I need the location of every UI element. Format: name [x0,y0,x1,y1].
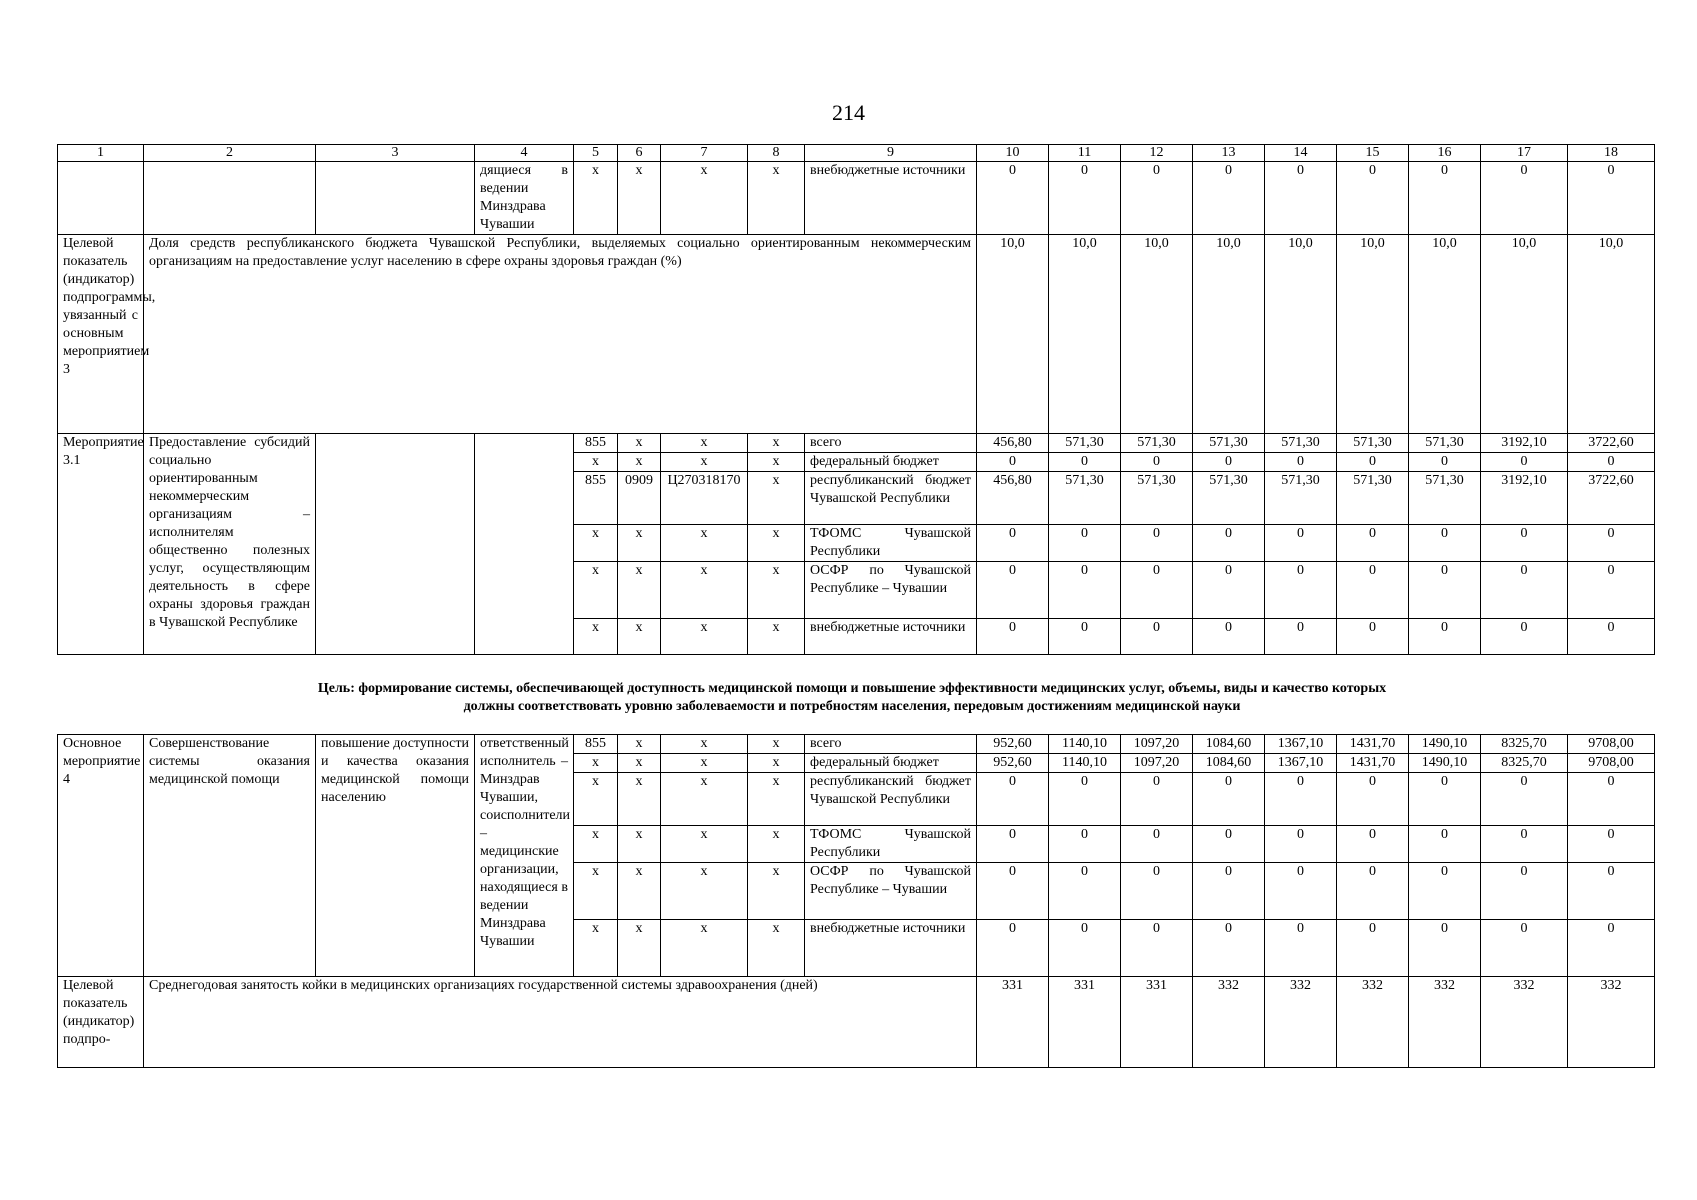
value-cell: 0 [1481,162,1568,235]
goal-line-1: Цель: формирование системы, обеспечивающей доступность медицинской помощи и повышение эффективности медицинских услуг, объемы, виды и качество которых [317,681,1387,696]
code-cell: x [748,826,805,863]
value-cell: 332 [1568,977,1655,1068]
measure-executor: ответственный исполнитель – Минздрав Чувашии, соисполнители – медицинские организации, находящиеся в ведении Минздрава Чувашии [475,735,574,977]
value-cell: 10,0 [1481,235,1568,434]
code-cell: x [661,773,748,826]
code-cell: x [748,434,805,453]
funding-source-cell: внебюджетные источники [805,920,977,977]
value-cell: 3192,10 [1481,434,1568,453]
value-cell: 10,0 [1193,235,1265,434]
column-number: 2 [144,145,316,162]
value-cell: 1367,10 [1265,754,1337,773]
value-cell: 0 [1568,826,1655,863]
funding-source-cell: всего [805,735,977,754]
code-cell: x [661,826,748,863]
value-cell: 9708,00 [1568,735,1655,754]
value-cell: 10,0 [1265,235,1337,434]
column-number: 11 [1049,145,1121,162]
code-cell: x [618,773,661,826]
code-cell: x [748,562,805,619]
code-cell: x [618,754,661,773]
indicator-label: Целевой показатель (индикатор) подпро- [58,977,144,1068]
value-cell: 0 [1409,773,1481,826]
value-cell: 1431,70 [1337,735,1409,754]
measure-label: Основное мероприятие 4 [58,735,144,977]
executor-cell: дящиеся в ведении Минздрава Чувашии [475,162,574,235]
value-cell: 0 [1265,453,1337,472]
code-cell: x [574,619,618,655]
code-cell: x [748,773,805,826]
value-cell: 0 [1049,863,1121,920]
value-cell: 0 [1193,162,1265,235]
value-cell: 331 [1121,977,1193,1068]
code-cell: x [618,525,661,562]
value-cell: 331 [1049,977,1121,1068]
value-cell: 0 [1568,525,1655,562]
value-cell: 0 [1409,920,1481,977]
funding-source-cell: внебюджетные источники [805,162,977,235]
continuation-row: дящиеся в ведении Минздрава Чувашии x x x x внебюджетные источники 0 0 0 0 0 0 0 0 0 [58,162,1655,235]
value-cell: 332 [1337,977,1409,1068]
code-cell: Ц270318170 [661,472,748,525]
column-number: 6 [618,145,661,162]
funding-source-cell: ОСФР по Чувашской Республике – Чувашии [805,562,977,619]
funding-source-cell: ОСФР по Чувашской Республике – Чувашии [805,863,977,920]
code-cell: x [661,619,748,655]
value-cell: 0 [1121,562,1193,619]
column-number: 12 [1121,145,1193,162]
value-cell: 0 [1409,525,1481,562]
value-cell: 1367,10 [1265,735,1337,754]
indicator-row-3 [58,235,1655,434]
value-cell: 0 [1337,826,1409,863]
code-cell: x [574,863,618,920]
code-cell: x [618,826,661,863]
value-cell: 0 [1193,619,1265,655]
value-cell: 0 [1049,826,1121,863]
value-cell: 0 [1481,773,1568,826]
column-number: 15 [1337,145,1409,162]
value-cell: 456,80 [977,434,1049,453]
value-cell: 0 [1409,619,1481,655]
funding-row [58,735,1655,754]
value-cell: 332 [1409,977,1481,1068]
measure-label: Мероприятие 3.1 [58,434,144,655]
code-cell: x [618,920,661,977]
measure-exec-empty [475,434,574,655]
value-cell: 0 [1568,863,1655,920]
code-cell: x [748,525,805,562]
value-cell: 0 [1121,920,1193,977]
value-cell: 332 [1265,977,1337,1068]
code-cell: x [661,453,748,472]
code-cell: x [661,434,748,453]
code-cell: x [574,754,618,773]
column-number-header [58,145,1655,162]
value-cell: 0 [1121,453,1193,472]
value-cell: 0 [1049,562,1121,619]
code-cell: x [748,619,805,655]
value-cell: 0 [1481,863,1568,920]
value-cell: 0 [977,863,1049,920]
column-number: 4 [475,145,574,162]
value-cell: 0 [1265,826,1337,863]
value-cell: 1097,20 [1121,735,1193,754]
code-cell: x [661,562,748,619]
measure-name: Совершенствование системы оказания медицинской помощи [144,735,316,977]
value-cell: 0 [977,562,1049,619]
value-cell: 0 [1568,162,1655,235]
value-cell: 10,0 [1337,235,1409,434]
value-cell: 0 [1337,525,1409,562]
value-cell: 10,0 [1568,235,1655,434]
column-number: 17 [1481,145,1568,162]
value-cell: 1431,70 [1337,754,1409,773]
code-cell: x [661,863,748,920]
code-cell: x [748,920,805,977]
code-cell: x [748,754,805,773]
value-cell: 1084,60 [1193,754,1265,773]
column-number: 14 [1265,145,1337,162]
value-cell: 0 [1568,920,1655,977]
value-cell: 0 [1193,453,1265,472]
column-number: 1 [58,145,144,162]
column-number: 13 [1193,145,1265,162]
column-number: 10 [977,145,1049,162]
funding-source-cell: внебюджетные источники [805,619,977,655]
value-cell: 0 [1193,525,1265,562]
value-cell: 0 [1568,773,1655,826]
value-cell: 9708,00 [1568,754,1655,773]
value-cell: 0 [1481,562,1568,619]
value-cell: 8325,70 [1481,735,1568,754]
value-cell: 0 [977,453,1049,472]
value-cell: 0 [1337,562,1409,619]
code-cell: x [661,920,748,977]
value-cell: 0 [1049,773,1121,826]
code-cell: x [661,525,748,562]
value-cell: 0 [1121,773,1193,826]
goal-heading [57,680,1647,716]
code-cell: x [748,472,805,525]
value-cell: 571,30 [1049,434,1121,453]
funding-source-cell: всего [805,434,977,453]
value-cell: 1140,10 [1049,735,1121,754]
value-cell: 3722,60 [1568,434,1655,453]
value-cell: 571,30 [1193,472,1265,525]
value-cell: 0 [1121,826,1193,863]
value-cell: 1097,20 [1121,754,1193,773]
value-cell: 0 [1568,453,1655,472]
column-number: 5 [574,145,618,162]
page-number: 214 [832,100,865,125]
value-cell: 571,30 [1409,434,1481,453]
code-cell: x [618,562,661,619]
value-cell: 332 [1481,977,1568,1068]
funding-source-cell: федеральный бюджет [805,754,977,773]
value-cell: 3192,10 [1481,472,1568,525]
value-cell: 952,60 [977,754,1049,773]
funding-source-cell: ТФОМС Чувашской Республики [805,826,977,863]
code-cell: x [574,826,618,863]
funding-source-cell: республиканский бюджет Чувашской Республики [805,472,977,525]
value-cell: 0 [977,525,1049,562]
value-cell: 0 [1121,619,1193,655]
code-cell: x [574,525,618,562]
indicator-label: Целевой показатель (индикатор) подпрограммы, увязанный с основным мероприятием 3 [58,235,144,434]
value-cell: 0 [1337,619,1409,655]
value-cell: 0 [1049,525,1121,562]
column-number: 9 [805,145,977,162]
value-cell: 0 [1337,920,1409,977]
value-cell: 571,30 [1265,472,1337,525]
code-cell: x [618,735,661,754]
code-cell: x [574,920,618,977]
value-cell: 10,0 [977,235,1049,434]
value-cell: 0 [977,826,1049,863]
value-cell: 571,30 [1265,434,1337,453]
value-cell: 0 [1409,453,1481,472]
value-cell: 0 [1265,920,1337,977]
value-cell: 571,30 [1121,472,1193,525]
code-cell: 855 [574,735,618,754]
funding-source-cell: республиканский бюджет Чувашской Республики [805,773,977,826]
funding-source-cell: ТФОМС Чувашской Республики [805,525,977,562]
code-cell: x [618,434,661,453]
value-cell: 571,30 [1121,434,1193,453]
code-cell: x [574,562,618,619]
code-cell: 855 [574,472,618,525]
value-cell: 0 [1049,920,1121,977]
value-cell: 0 [1049,453,1121,472]
value-cell: 0 [1568,619,1655,655]
value-cell: 0 [1337,453,1409,472]
value-cell: 0 [1337,863,1409,920]
code-cell: x [661,735,748,754]
value-cell: 0 [1121,162,1193,235]
value-cell: 0 [1265,525,1337,562]
program-table-bottom [57,734,1655,1068]
value-cell: 0 [1481,525,1568,562]
value-cell: 0 [1409,826,1481,863]
measure-name: Предоставление субсидий социально ориентированным некоммерческим организациям – исполнителям общественно полезных услуг, осуществляющим деятельность в сфере охраны здоровья граждан в Чувашской Республике [144,434,316,655]
goal-line-2: должны соответствовать уровню заболеваемости и потребностям населения, передовым достижениям медицинской науки [463,699,1241,714]
value-cell: 1084,60 [1193,735,1265,754]
value-cell: 0 [1337,773,1409,826]
value-cell: 0 [1193,562,1265,619]
value-cell: 571,30 [1337,434,1409,453]
program-table-top [57,144,1655,655]
value-cell: 0 [1265,773,1337,826]
value-cell: 8325,70 [1481,754,1568,773]
value-cell: 571,30 [1337,472,1409,525]
funding-row [58,434,1655,453]
value-cell: 0 [1265,162,1337,235]
code-cell: x [618,863,661,920]
value-cell: 3722,60 [1568,472,1655,525]
value-cell: 571,30 [1049,472,1121,525]
value-cell: 0 [1409,162,1481,235]
code-cell: x [618,453,661,472]
value-cell: 1140,10 [1049,754,1121,773]
code-cell: 0909 [618,472,661,525]
value-cell: 10,0 [1409,235,1481,434]
code-cell: x [574,773,618,826]
code-cell: x [574,453,618,472]
value-cell: 0 [977,619,1049,655]
value-cell: 0 [1193,773,1265,826]
value-cell: 0 [1265,619,1337,655]
measure-goal-empty [316,434,475,655]
code-cell: x [661,754,748,773]
value-cell: 1490,10 [1409,735,1481,754]
value-cell: 0 [1568,562,1655,619]
value-cell: 0 [1049,619,1121,655]
value-cell: 0 [1481,453,1568,472]
indicator-text: Среднегодовая занятость койки в медицинских организациях государственной системы здравоохранения (дней) [144,977,977,1068]
value-cell: 0 [977,773,1049,826]
value-cell: 0 [1265,562,1337,619]
value-cell: 0 [1481,826,1568,863]
indicator-row-4 [58,977,1655,1068]
code-cell: x [748,863,805,920]
column-number: 16 [1409,145,1481,162]
value-cell: 952,60 [977,735,1049,754]
column-number: 3 [316,145,475,162]
value-cell: 0 [1265,863,1337,920]
value-cell: 10,0 [1049,235,1121,434]
value-cell: 0 [1193,826,1265,863]
value-cell: 571,30 [1409,472,1481,525]
code-cell: x [748,453,805,472]
value-cell: 332 [1193,977,1265,1068]
code-cell: 855 [574,434,618,453]
value-cell: 331 [977,977,1049,1068]
value-cell: 0 [977,162,1049,235]
indicator-text: Доля средств республиканского бюджета Чувашской Республики, выделяемых социально ориентированным некоммерческим организациям на предоставление услуг населению в сфере охраны здоровья граждан (%) [144,235,977,434]
value-cell: 0 [1121,525,1193,562]
value-cell: 0 [1481,920,1568,977]
value-cell: 0 [1481,619,1568,655]
value-cell: 571,30 [1193,434,1265,453]
code-cell: x [618,619,661,655]
value-cell: 0 [1049,162,1121,235]
value-cell: 0 [1121,863,1193,920]
value-cell: 0 [1337,162,1409,235]
column-number: 8 [748,145,805,162]
value-cell: 0 [977,920,1049,977]
value-cell: 0 [1193,920,1265,977]
value-cell: 0 [1409,863,1481,920]
column-number: 18 [1568,145,1655,162]
code-cell: x [748,735,805,754]
value-cell: 0 [1193,863,1265,920]
value-cell: 0 [1409,562,1481,619]
funding-source-cell: федеральный бюджет [805,453,977,472]
value-cell: 1490,10 [1409,754,1481,773]
value-cell: 456,80 [977,472,1049,525]
measure-4-block [58,735,1655,977]
measure-3-1-block [58,434,1655,655]
column-number: 7 [661,145,748,162]
value-cell: 10,0 [1121,235,1193,434]
measure-goal: повышение доступности и качества оказания медицинской помощи населению [316,735,475,977]
